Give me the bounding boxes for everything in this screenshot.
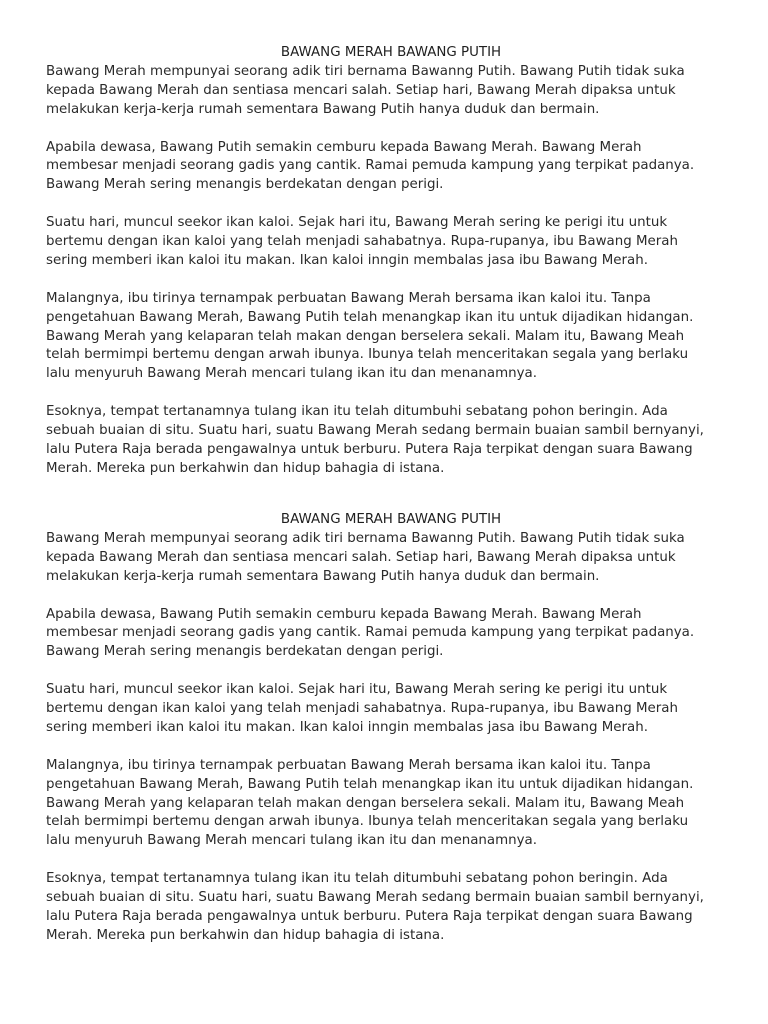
text-line: Bawang Merah sering menangis berdekatan dengan perigi. — [46, 644, 444, 660]
text-line: Bawang Merah mempunyai seorang adik tiri bernama Bawanng Putih. Bawang Putih tidak suka — [46, 63, 685, 79]
text-line: Malangnya, ibu tirinya ternampak perbuatan Bawang Merah bersama ikan kaloi itu. Tanpa — [46, 290, 651, 306]
paragraph-1 — [46, 63, 736, 120]
paragraph-3 — [46, 681, 736, 738]
text-line: melakukan kerja-kerja rumah sementara Bawang Putih hanya duduk dan bermain. — [46, 568, 600, 584]
text-line: membesar menjadi seorang gadis yang cantik. Ramai pemuda kampung yang terpikat padanya. — [46, 158, 695, 174]
text-line: lalu Putera Raja berada pengawalnya untuk berburu. Putera Raja terpikat dengan suara Bawang — [46, 441, 693, 457]
text-line: kepada Bawang Merah dan sentiasa mencari salah. Setiap hari, Bawang Merah dipaksa untuk — [46, 82, 676, 98]
text-line: sering memberi ikan kaloi itu makan. Ikan kaloi inngin membalas jasa ibu Bawang Merah. — [46, 252, 648, 268]
text-line: pengetahuan Bawang Merah, Bawang Putih telah menangkap ikan itu untuk dijadikan hidangan. — [46, 776, 694, 792]
text-line: Esoknya, tempat tertanamnya tulang ikan itu telah ditumbuhi sebatang pohon beringin. Ada — [46, 404, 668, 420]
text-line: Bawang Merah sering menangis berdekatan dengan perigi. — [46, 177, 444, 193]
text-line: membesar menjadi seorang gadis yang cantik. Ramai pemuda kampung yang terpikat padanya. — [46, 625, 695, 641]
story-title: BAWANG MERAH BAWANG PUTIH — [280, 45, 502, 60]
text-line: Merah. Mereka pun berkahwin dan hidup bahagia di istana. — [46, 927, 445, 943]
paragraph-1 — [46, 530, 736, 587]
text-line: sebuah buaian di situ. Suatu hari, suatu Bawang Merah sedang bermain buaian sambil bernyanyi, — [46, 890, 704, 906]
text-line: bertemu dengan ikan kaloi yang telah menjadi sahabatnya. Rupa-rupanya, ibu Bawang Merah — [46, 701, 678, 717]
text-line: lalu Putera Raja berada pengawalnya untuk berburu. Putera Raja terpikat dengan suara Bawang — [46, 908, 693, 924]
paragraph-5 — [46, 870, 736, 946]
text-line: sering memberi ikan kaloi itu makan. Ikan kaloi inngin membalas jasa ibu Bawang Merah. — [46, 719, 648, 735]
text-line: Esoknya, tempat tertanamnya tulang ikan itu telah ditumbuhi sebatang pohon beringin. Ada — [46, 871, 668, 887]
text-line: bertemu dengan ikan kaloi yang telah menjadi sahabatnya. Rupa-rupanya, ibu Bawang Merah — [46, 234, 678, 250]
story-block-2 — [46, 511, 736, 965]
text-line: melakukan kerja-kerja rumah sementara Bawang Putih hanya duduk dan bermain. — [46, 101, 600, 117]
paragraph-4 — [46, 757, 736, 852]
paragraph-5 — [46, 403, 736, 479]
text-line: lalu menyuruh Bawang Merah mencari tulang ikan itu dan menanamnya. — [46, 366, 538, 382]
text-line: Malangnya, ibu tirinya ternampak perbuatan Bawang Merah bersama ikan kaloi itu. Tanpa — [46, 757, 651, 773]
text-line: Bawang Merah yang kelaparan telah makan dengan berselera sekali. Malam itu, Bawang Meah — [46, 795, 685, 811]
paragraph-3 — [46, 214, 736, 271]
text-line: Merah. Mereka pun berkahwin dan hidup bahagia di istana. — [46, 460, 445, 476]
text-line: lalu menyuruh Bawang Merah mencari tulang ikan itu dan menanamnya. — [46, 833, 538, 849]
text-line: Bawang Merah mempunyai seorang adik tiri bernama Bawanng Putih. Bawang Putih tidak suka — [46, 530, 685, 546]
story-block-1 — [46, 44, 736, 498]
paragraph-2 — [46, 139, 736, 196]
text-line: Suatu hari, muncul seekor ikan kaloi. Sejak hari itu, Bawang Merah sering ke perigi itu untuk — [46, 682, 668, 698]
text-line: kepada Bawang Merah dan sentiasa mencari salah. Setiap hari, Bawang Merah dipaksa untuk — [46, 549, 676, 565]
text-line: pengetahuan Bawang Merah, Bawang Putih telah menangkap ikan itu untuk dijadikan hidangan. — [46, 309, 694, 325]
paragraph-2 — [46, 606, 736, 663]
text-line: telah bermimpi bertemu dengan arwah ibunya. Ibunya telah menceritakan segala yang berlaku — [46, 814, 689, 830]
text-line: Apabila dewasa, Bawang Putih semakin cemburu kepada Bawang Merah. Bawang Merah — [46, 606, 642, 622]
text-line: Bawang Merah yang kelaparan telah makan dengan berselera sekali. Malam itu, Bawang Meah — [46, 328, 685, 344]
text-line: sebuah buaian di situ. Suatu hari, suatu Bawang Merah sedang bermain buaian sambil bernyanyi, — [46, 423, 704, 439]
text-line: Apabila dewasa, Bawang Putih semakin cemburu kepada Bawang Merah. Bawang Merah — [46, 139, 642, 155]
story-title: BAWANG MERAH BAWANG PUTIH — [280, 512, 502, 527]
text-line: Suatu hari, muncul seekor ikan kaloi. Sejak hari itu, Bawang Merah sering ke perigi itu untuk — [46, 215, 668, 231]
paragraph-4 — [46, 290, 736, 385]
text-line: telah bermimpi bertemu dengan arwah ibunya. Ibunya telah menceritakan segala yang berlaku — [46, 347, 689, 363]
